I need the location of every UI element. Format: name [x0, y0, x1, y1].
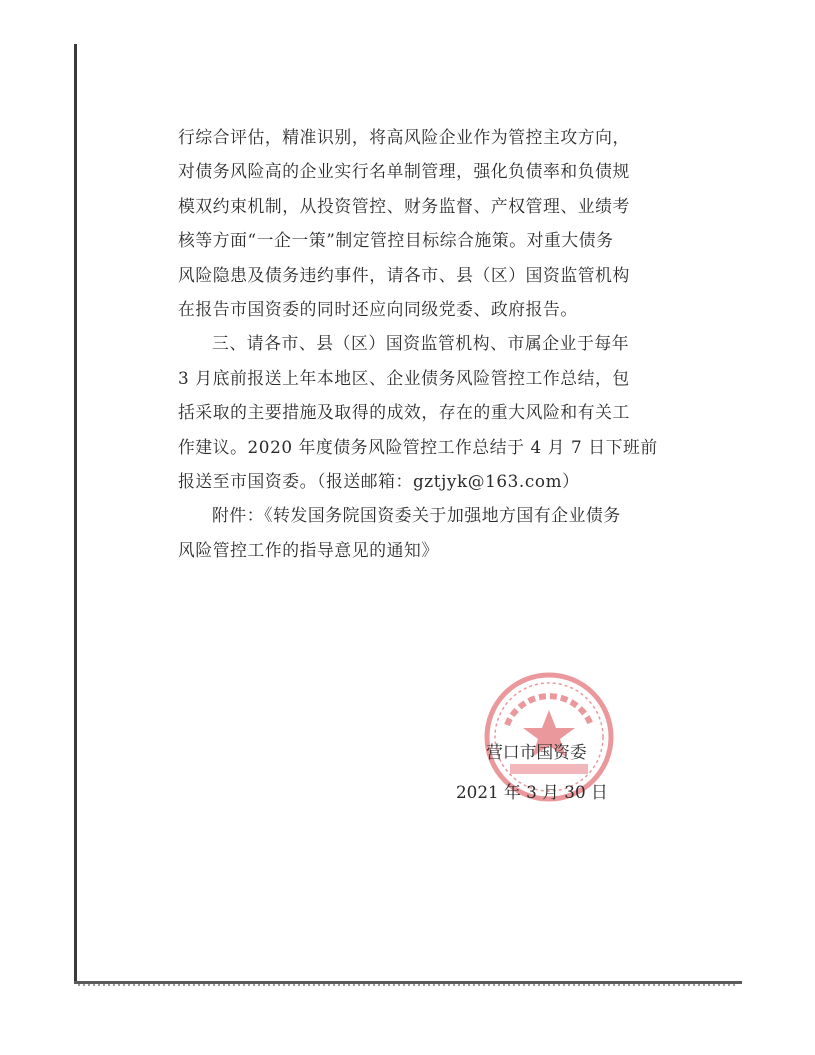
- text-line: 3 月底前报送上年本地区、企业债务风险管控工作总结，包: [178, 367, 630, 388]
- text-line: 风险隐患及债务违约事件，请各市、县（区）国资监管机构: [178, 264, 630, 285]
- text-line: 对债务风险高的企业实行名单制管理，强化负债率和负债规: [178, 161, 630, 182]
- text-line: 行综合评估，精准识别，将高风险企业作为管控主攻方向，: [178, 127, 630, 147]
- issue-date: 2021 年 3 月 30 日: [456, 782, 608, 802]
- scan-left-edge: [74, 44, 77, 984]
- text-line: 在报告市国资委的同时还应向同级党委、政府报告。: [178, 299, 578, 320]
- text-line: 三、请各市、县（区）国资监管机构、市属企业于每年: [212, 333, 630, 354]
- document-body: [178, 120, 668, 567]
- scan-bottom-noise: [78, 984, 738, 986]
- issuing-organization: 营口市国资委: [486, 742, 587, 762]
- text-line: 核等方面“一企一策”制定管控目标综合施策。对重大债务: [178, 230, 614, 251]
- text-line: 括采取的主要措施及取得的成效，存在的重大风险和有关工: [178, 402, 630, 423]
- attachment-line: 风险管控工作的指导意见的通知》: [178, 539, 439, 560]
- signature-block: [440, 732, 660, 812]
- text-line: 作建议。2020 年度债务风险管控工作总结于 4 月 7 日下班前: [178, 436, 658, 457]
- attachment-line: 附件：《转发国务院国资委关于加强地方国有企业债务: [212, 505, 621, 526]
- text-line: 报送至市国资委。（报送邮箱：gztjyk@163.com）: [178, 471, 580, 492]
- text-line: 模双约束机制，从投资管控、财务监督、产权管理、业绩考: [178, 195, 630, 216]
